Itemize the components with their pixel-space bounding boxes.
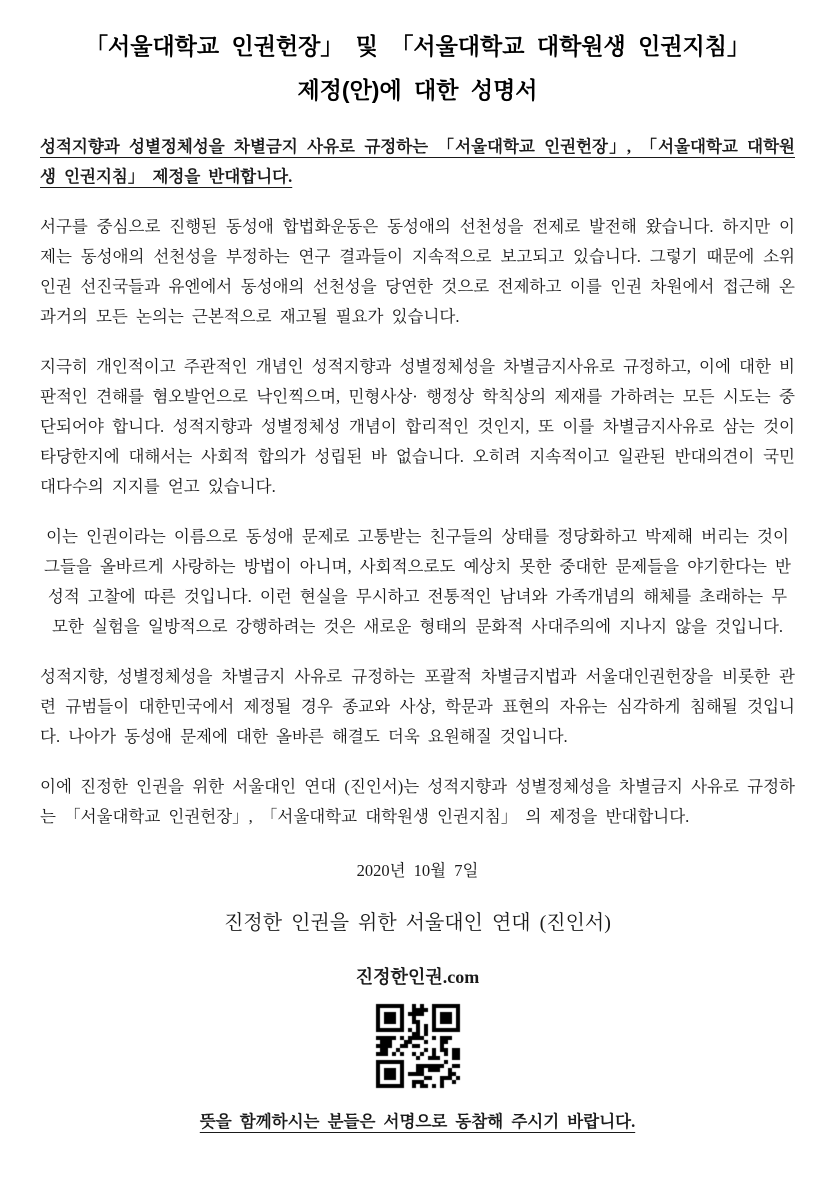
signature-call-to-action: 뜻을 함께하시는 분들은 서명으로 동참해 주시기 바랍니다. xyxy=(199,1112,636,1131)
statement-document xyxy=(40,0,795,1137)
document-title xyxy=(40,24,795,112)
document-title-line1: 「서울대학교 인권헌장」 및 「서울대학교 대학원생 인권지침」 xyxy=(85,33,750,59)
qr-code-container xyxy=(40,1000,795,1097)
paragraph-freedom-infringement: 성적지향, 성별정체성을 차별금지 사유로 규정하는 포괄적 차별금지법과 서울대인권헌장을 비롯한 관련 규범들이 대한민국에서 제정될 경우 종교와 사상, 학문과 표현의 자유는 심각하게 침해될 것입니다. 나아가 동성애 문제에 대한 올바른 해결도 더욱 요원해질 것입니다. xyxy=(40,667,795,746)
paragraph-conclusion: 이에 진정한 인권을 위한 서울대인 연대 (진인서)는 성적지향과 성별정체성을 차별금지 사유로 규정하는 「서울대학교 인권헌장」, 「서울대학교 대학원생 인권지침」 의 제정을 반대합니다. xyxy=(40,777,795,826)
organization-name: 진정한 인권을 위한 서울대인 연대 (진인서) xyxy=(224,912,611,934)
website-url: 진정한인권.com xyxy=(355,967,480,987)
paragraph-western-legalization-movement: 서구를 중심으로 진행된 동성애 합법화운동은 동성애의 선천성을 전제로 발전해 왔습니다. 하지만 이제는 동성애의 선천성을 부정하는 연구 결과들이 지속적으로 보고되고 있습니다. 그렇기 때문에 소위 인권 선진국들과 유엔에서 동성애의 선천성을 당연한 것으로 전제하고 이를 인권 차원에서 접근해 온 과거의 모든 논의는 근본적으로 재고될 필요가 있습니다. xyxy=(40,217,795,326)
paragraph-subjective-concepts: 지극히 개인적이고 주관적인 개념인 성적지향과 성별정체성을 차별금지사유로 규정하고, 이에 대한 비판적인 견해를 혐오발언으로 낙인찍으며, 민형사상· 행정상 학칙상의 제재를 가하려는 모든 시도는 중단되어야 합니다. 성적지향과 성별정체성 개념이 합리적인 것인지, 또 이를 차별금지사유로 삼는 것이 타당한지에 대해서는 사회적 합의가 성립된 바 없습니다. 오히려 지속적이고 일관된 반대의견이 국민 대다수의 지지를 얻고 있습니다. xyxy=(40,357,795,496)
qr-code-image xyxy=(372,1000,464,1092)
lead-opposition-statement: 성적지향과 성별정체성을 차별금지 사유로 규정하는 「서울대학교 인권헌장」, 「서울대학교 대학원생 인권지침」 제정을 반대합니다. xyxy=(40,137,795,186)
statement-date: 2020년 10월 7일 xyxy=(356,861,479,880)
document-title-line2: 제정(안)에 대한 성명서 xyxy=(297,77,538,103)
paragraph-reflective-consideration: 이는 인권이라는 이름으로 동성애 문제로 고통받는 친구들의 상태를 정당화하고 박제해 버리는 것이 그들을 올바르게 사랑하는 방법이 아니며, 사회적으로도 예상치 못한 중대한 문제들을 야기한다는 반성적 고찰에 따른 것입니다. 이런 현실을 무시하고 전통적인 남녀와 가족개념의 해체를 초래하는 무모한 실험을 일방적으로 강행하려는 것은 새로운 형태의 문화적 사대주의에 지나지 않을 것입니다. xyxy=(44,527,791,636)
